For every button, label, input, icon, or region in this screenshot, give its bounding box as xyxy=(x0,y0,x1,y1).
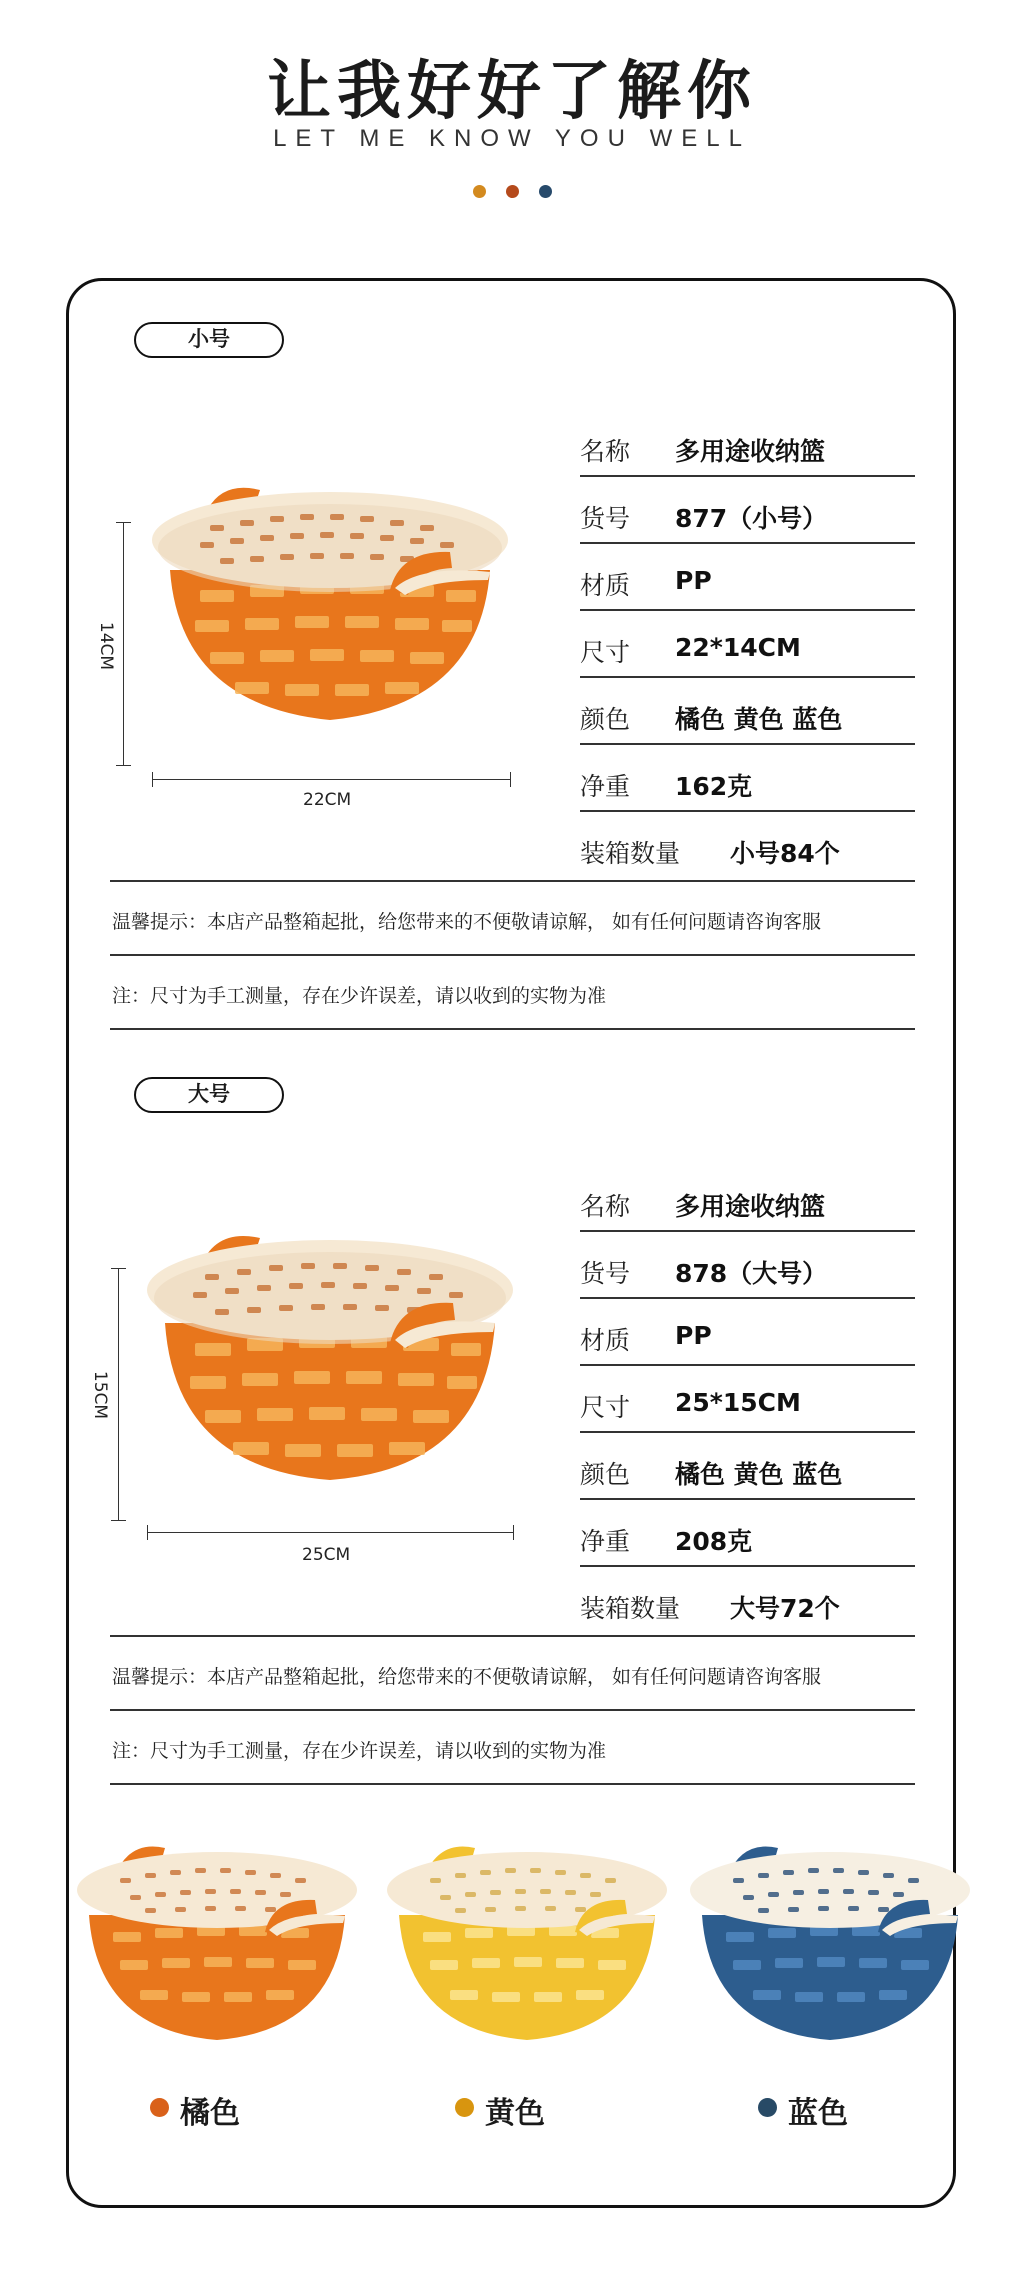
tip-note-small: 温馨提示：本店产品整箱起批，给您带来的不便敬请谅解， 如有任何问题请咨询客服 xyxy=(110,880,915,952)
measure-note-small: 注：尺寸为手工测量，存在少许误差，请以收到的实物为准 xyxy=(110,954,915,1026)
width-dimension-tick-right-small xyxy=(510,772,511,787)
basket-image-orange xyxy=(75,1840,360,2070)
spec-row-color-small: 颜色 橘色 黄色 蓝色 xyxy=(580,678,915,745)
measure-note-large: 注：尺寸为手工测量，存在少许误差，请以收到的实物为准 xyxy=(110,1709,915,1781)
dot-1 xyxy=(473,185,486,198)
spec-row-name-small: 名称 多用途收纳篮 xyxy=(580,410,915,477)
height-dimension-tick-bottom-large xyxy=(111,1520,126,1521)
basket-image-large xyxy=(145,1228,515,1528)
size-tag-small: 小号 xyxy=(134,322,284,358)
divider-large xyxy=(110,1783,915,1785)
height-label-large: 15CM xyxy=(90,1370,111,1420)
basket-image-blue xyxy=(688,1840,973,2070)
height-dimension-tick-bottom-small xyxy=(116,765,131,766)
spec-row-sku-small: 货号 877（小号） xyxy=(580,477,915,544)
width-label-small: 22CM xyxy=(303,790,352,810)
width-dimension-line-large xyxy=(147,1532,513,1533)
spec-row-color-large: 颜色 橘色 黄色 蓝色 xyxy=(580,1433,915,1500)
decorative-dots xyxy=(473,185,553,199)
size-tag-large: 大号 xyxy=(134,1077,284,1113)
width-dimension-tick-left-large xyxy=(147,1525,148,1540)
spec-row-weight-small: 净重 162克 xyxy=(580,745,915,812)
page-subtitle: LET ME KNOW YOU WELL xyxy=(273,125,751,152)
spec-row-material-large: 材质 PP xyxy=(580,1299,915,1366)
height-dimension-tick-top-small xyxy=(116,522,131,523)
width-dimension-tick-left-small xyxy=(152,772,153,787)
spec-row-sku-large: 货号 878（大号） xyxy=(580,1232,915,1299)
spec-row-material-small: 材质 PP xyxy=(580,544,915,611)
spec-row-weight-large: 净重 208克 xyxy=(580,1500,915,1567)
height-dimension-line-small xyxy=(123,522,124,765)
divider-small xyxy=(110,1028,915,1030)
basket-image-yellow xyxy=(385,1840,670,2070)
height-label-small: 14CM xyxy=(96,621,117,671)
spec-row-size-large: 尺寸 25*15CM xyxy=(580,1366,915,1433)
height-dimension-line-large xyxy=(118,1268,119,1520)
width-dimension-line-small xyxy=(152,779,510,780)
dot-2 xyxy=(506,185,519,198)
tip-note-large: 温馨提示：本店产品整箱起批，给您带来的不便敬请谅解， 如有任何问题请咨询客服 xyxy=(110,1635,915,1707)
page-title: 让我好好了解你 xyxy=(267,55,757,129)
spec-row-size-small: 尺寸 22*14CM xyxy=(580,611,915,678)
width-label-large: 25CM xyxy=(302,1545,351,1565)
color-dot-yellow xyxy=(455,2098,474,2117)
height-dimension-tick-top-large xyxy=(111,1268,126,1269)
spec-row-packing-small: 装箱数量 小号84个 xyxy=(580,839,840,868)
width-dimension-tick-right-large xyxy=(513,1525,514,1540)
basket-image-small xyxy=(150,480,510,770)
spec-row-name-large: 名称 多用途收纳篮 xyxy=(580,1165,915,1232)
color-dot-orange xyxy=(150,2098,169,2117)
dot-3 xyxy=(539,185,552,198)
spec-row-packing-large: 装箱数量 大号72个 xyxy=(580,1594,840,1623)
color-dot-blue xyxy=(758,2098,777,2117)
